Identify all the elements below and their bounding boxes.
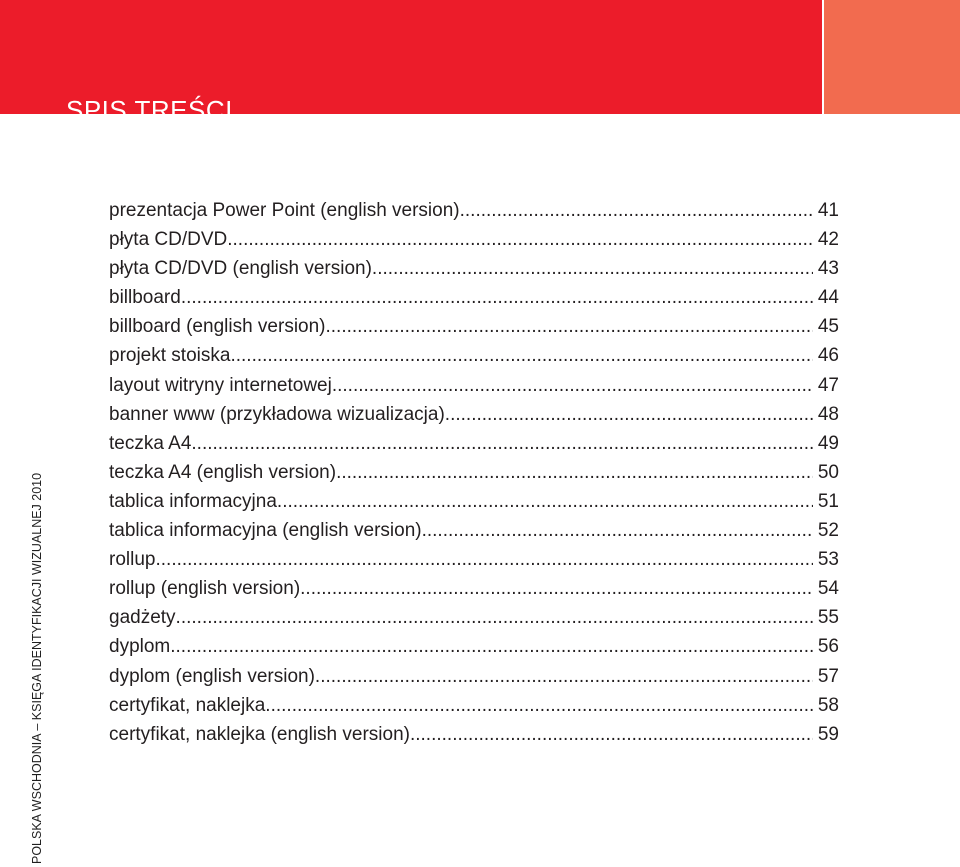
toc-entry-page-number: 47 <box>817 374 839 396</box>
toc-entry-page-number: 52 <box>817 520 839 542</box>
toc-dot-leader <box>300 574 813 603</box>
toc-entry-page-number: 44 <box>817 287 839 309</box>
toc-entry[interactable] <box>109 371 839 400</box>
toc-entry[interactable] <box>109 196 839 225</box>
toc-entry-title: płyta CD/DVD (english version) <box>109 258 372 280</box>
toc-entry-title: certyfikat, naklejka <box>109 694 266 716</box>
toc-entry-title: banner www (przykładowa wizualizacja) <box>109 403 445 425</box>
toc-entry-title: teczka A4 (english version) <box>109 461 337 483</box>
toc-entry[interactable] <box>109 545 839 574</box>
toc-entry-title: tablica informacyjna (english version) <box>109 520 422 542</box>
toc-dot-leader <box>445 400 813 429</box>
toc-dot-leader <box>170 632 813 661</box>
toc-entry[interactable] <box>109 720 839 749</box>
toc-entry-page-number: 57 <box>817 665 839 687</box>
toc-dot-leader <box>315 662 813 691</box>
toc-entry-page-number: 46 <box>817 345 839 367</box>
toc-entry-title: billboard (english version) <box>109 316 326 338</box>
toc-entry[interactable] <box>109 662 839 691</box>
toc-entry[interactable] <box>109 429 839 458</box>
toc-dot-leader <box>332 371 813 400</box>
toc-dot-leader <box>227 225 813 254</box>
toc-entry[interactable] <box>109 283 839 312</box>
toc-entry-title: teczka A4 <box>109 432 192 454</box>
toc-entry[interactable] <box>109 574 839 603</box>
toc-entry-title: rollup (english version) <box>109 578 301 600</box>
toc-entry-page-number: 55 <box>817 607 839 629</box>
toc-entry-page-number: 56 <box>817 636 839 658</box>
toc-entry-title: dyplom <box>109 636 171 658</box>
toc-entry-page-number: 53 <box>817 549 839 571</box>
toc-entry-page-number: 59 <box>817 723 839 745</box>
toc-entry[interactable] <box>109 341 839 370</box>
toc-entry-page-number: 42 <box>817 229 839 251</box>
toc-dot-leader <box>326 312 813 341</box>
toc-entry-page-number: 58 <box>817 694 839 716</box>
toc-dot-leader <box>460 196 813 225</box>
toc-entry-page-number: 48 <box>817 403 839 425</box>
toc-dot-leader <box>181 283 813 312</box>
toc-entry[interactable] <box>109 400 839 429</box>
table-of-contents <box>109 196 839 749</box>
toc-entry[interactable] <box>109 487 839 516</box>
toc-entry-page-number: 50 <box>817 461 839 483</box>
toc-dot-leader <box>277 487 813 516</box>
toc-entry[interactable] <box>109 632 839 661</box>
toc-entry-page-number: 51 <box>817 490 839 512</box>
toc-entry-title: dyplom (english version) <box>109 665 315 687</box>
toc-entry[interactable] <box>109 312 839 341</box>
toc-entry-title: gadżety <box>109 607 176 629</box>
side-caption: POLSKA WSCHODNIA – KSIĘGA IDENTYFIKACJI WIZUALNEJ 2010 <box>30 472 44 864</box>
toc-entry-page-number: 54 <box>817 578 839 600</box>
toc-entry[interactable] <box>109 603 839 632</box>
toc-entry[interactable] <box>109 691 839 720</box>
toc-entry[interactable] <box>109 458 839 487</box>
toc-entry[interactable] <box>109 254 839 283</box>
toc-dot-leader <box>265 691 813 720</box>
toc-entry[interactable] <box>109 516 839 545</box>
toc-entry-title: layout witryny internetowej <box>109 374 332 396</box>
toc-entry-title: tablica informacyjna <box>109 490 277 512</box>
toc-dot-leader <box>230 341 812 370</box>
toc-entry-title: billboard <box>109 287 181 309</box>
toc-dot-leader <box>191 429 812 458</box>
toc-entry-page-number: 49 <box>817 432 839 454</box>
toc-dot-leader <box>422 516 813 545</box>
toc-entry-title: projekt stoiska <box>109 345 231 367</box>
toc-entry-title: certyfikat, naklejka (english version) <box>109 723 410 745</box>
toc-dot-leader <box>155 545 812 574</box>
toc-entry-title: rollup <box>109 549 156 571</box>
toc-entry-page-number: 43 <box>817 258 839 280</box>
toc-entry[interactable] <box>109 225 839 254</box>
toc-entry-page-number: 45 <box>817 316 839 338</box>
toc-entry-page-number: 41 <box>817 200 839 221</box>
toc-entry-title: płyta CD/DVD <box>109 229 228 251</box>
header-accent-block <box>824 0 960 114</box>
toc-dot-leader <box>336 458 813 487</box>
toc-dot-leader <box>410 720 813 749</box>
toc-entry-title: prezentacja Power Point (english version) <box>109 200 460 221</box>
toc-dot-leader <box>372 254 813 283</box>
toc-dot-leader <box>176 603 813 632</box>
page-title: SPIS TREŚCI <box>66 95 233 126</box>
